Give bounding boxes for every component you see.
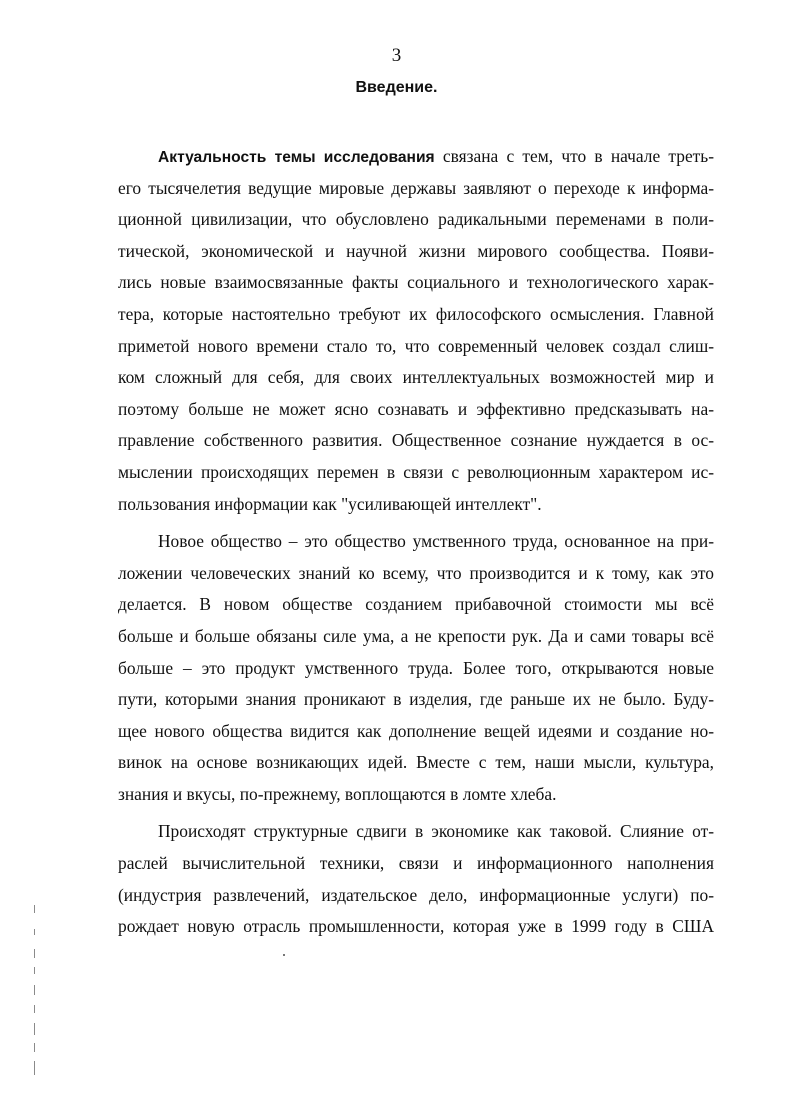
- paragraph-1-line-1: [118, 141, 714, 173]
- text-line: ком сложный для себя, для своих интеллектуальных возможностей мир и: [118, 367, 714, 388]
- text-line: больше – это продукт умственного труда. Более того, открываются новые: [118, 657, 714, 678]
- section-heading: Введение.: [355, 79, 438, 96]
- text-line: больше и больше обязаны силе ума, а не крепости рук. Да и сами товары всё: [118, 625, 714, 646]
- text-line: лись новые взаимосвязанные факты социального и технологического харак-: [118, 272, 714, 293]
- body-text: [118, 141, 714, 943]
- text-line: Новое общество – это общество умственного труда, основанное на при-: [158, 531, 714, 552]
- text-line: пути, которыми знания проникают в изделия, где раньше их не было. Буду-: [118, 689, 714, 710]
- lead-term: Актуальность темы исследования: [158, 149, 435, 166]
- scan-margin-marks: [32, 905, 38, 1085]
- text-line: мыслении происходящих перемен в связи с революционным характером ис-: [118, 461, 714, 482]
- scan-speck: [283, 954, 285, 956]
- text-line: ложении человеческих знаний ко всему, что производится и к тому, как это: [118, 562, 714, 583]
- text-line: связана с тем, что в начале треть-: [434, 146, 714, 166]
- text-line: делается. В новом обществе созданием прибавочной стоимости мы всё: [118, 594, 714, 615]
- text-line: винок на основе возникающих идей. Вместе с тем, наши мысли, культура,: [118, 752, 714, 773]
- text-line: знания и вкусы, по-прежнему, воплощаются в ломте хлеба.: [118, 783, 557, 804]
- text-line: тической, экономической и научной жизни мирового сообщества. Появи-: [118, 240, 714, 261]
- text-line: раслей вычислительной техники, связи и информационного наполнения: [118, 853, 714, 874]
- text-line: пользования информации как "усиливающей интеллект".: [118, 493, 542, 514]
- text-line: ционной цивилизации, что обусловлено радикальными переменами в поли-: [118, 209, 714, 230]
- text-line: щее нового общества видится как дополнение вещей идеями и создание но-: [118, 720, 714, 741]
- page-number: 3: [391, 45, 402, 66]
- text-line: правление собственного развития. Общественное сознание нуждается в ос-: [118, 430, 714, 451]
- text-line: тера, которые настоятельно требуют их философского осмысления. Главной: [118, 303, 714, 324]
- text-line: его тысячелетия ведущие мировые державы заявляют о переходе к информа-: [118, 177, 714, 198]
- text-line: рождает новую отрасль промышленности, которая уже в 1999 году в США: [118, 916, 714, 937]
- text-line: приметой нового времени стало то, что современный человек создал слиш-: [118, 335, 714, 356]
- text-line: поэтому больше не может ясно сознавать и эффективно предсказывать на-: [118, 398, 714, 419]
- text-line: Происходят структурные сдвиги в экономике как таковой. Слияние от-: [158, 821, 714, 842]
- text-line: (индустрия развлечений, издательское дело, информационные услуги) по-: [118, 884, 714, 905]
